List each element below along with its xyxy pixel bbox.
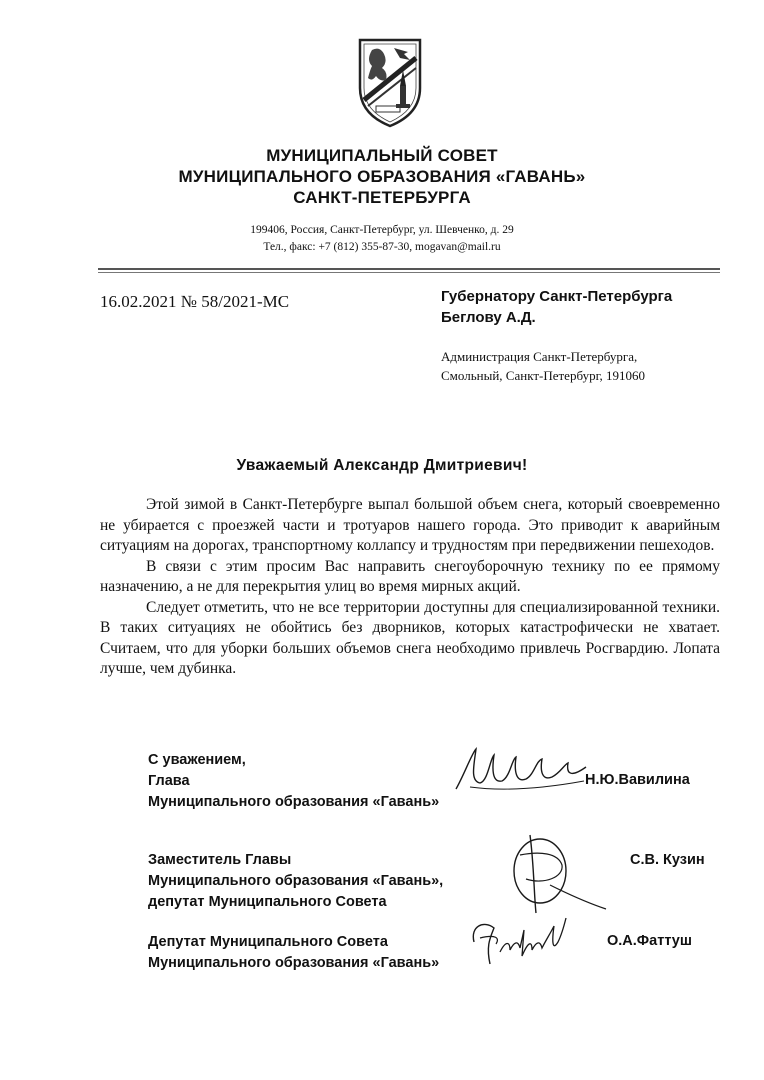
header-divider bbox=[98, 268, 720, 270]
paragraph-2: В связи с этим просим Вас направить снегоуборочную технику по ее прямому назначению, а не для перекрытия улиц во время мирных акций. bbox=[100, 557, 720, 595]
paragraph-3: Следует отметить, что не все территории доступны для специализированной техники. В таких ситуациях не обойтись без дворников, которых катастрофически не хватает. Считаем, что для уборки больших объемов снега необходимо привлечь Росгвардию. Лопата лучше, чем дубинка. bbox=[100, 598, 720, 677]
signatory-1-line-2: Глава bbox=[148, 773, 190, 789]
org-line-2: МУНИЦИПАЛЬНОГО ОБРАЗОВАНИЯ «ГАВАНЬ» bbox=[178, 167, 586, 186]
signature-1-icon bbox=[450, 745, 590, 795]
header-divider-thin bbox=[98, 272, 720, 273]
signatory-2-name: С.В. Кузин bbox=[630, 852, 705, 868]
org-line-1: МУНИЦИПАЛЬНЫЙ СОВЕТ bbox=[266, 146, 498, 165]
signatory-1-name: Н.Ю.Вавилина bbox=[585, 772, 690, 788]
addressee-name: Беглову А.Д. bbox=[441, 309, 536, 326]
salutation: Уважаемый Александр Дмитриевич! bbox=[236, 457, 528, 474]
addressee-address-line-2: Смольный, Санкт-Петербург, 191060 bbox=[441, 368, 645, 383]
letter-body bbox=[100, 495, 720, 680]
document-date-number: 16.02.2021 № 58/2021-МС bbox=[100, 292, 290, 311]
coat-of-arms-icon bbox=[356, 36, 424, 128]
signatory-1-line-1: С уважением, bbox=[148, 752, 246, 768]
phone-email: Тел., факс: +7 (812) 355-87-30, mogavan@mail.ru bbox=[263, 241, 501, 253]
signatory-3-line-2: Муниципального образования «Гавань» bbox=[148, 955, 440, 971]
signatory-3-name: О.А.Фаттуш bbox=[607, 933, 692, 949]
signatory-3-position bbox=[148, 932, 439, 974]
signatory-2-line-1: Заместитель Главы bbox=[148, 852, 292, 868]
signatory-1-line-3: Муниципального образования «Гавань» bbox=[148, 794, 440, 810]
paragraph-1: Этой зимой в Санкт-Петербурге выпал большой объем снега, который своевременно не убирается с проезжей части и тротуаров нашего города. Это приводит к аварийным ситуациям на дорогах, транспортному коллапсу и трудностям при передвижении пешеходов. bbox=[100, 496, 720, 554]
letterhead-contacts bbox=[0, 222, 764, 256]
addressee-title: Губернатору Санкт-Петербурга bbox=[441, 288, 673, 305]
postal-address: 199406, Россия, Санкт-Петербург, ул. Шевченко, д. 29 bbox=[250, 224, 514, 236]
organization-title bbox=[0, 145, 764, 208]
org-line-3: САНКТ-ПЕТЕРБУРГА bbox=[293, 188, 471, 207]
signature-3-icon bbox=[466, 912, 576, 972]
signatory-2-line-3: депутат Муниципального Совета bbox=[148, 894, 387, 910]
addressee bbox=[441, 286, 672, 328]
signatory-2-position bbox=[148, 850, 443, 913]
signature-2-icon bbox=[500, 825, 610, 915]
addressee-address bbox=[441, 347, 645, 385]
addressee-address-line-1: Администрация Санкт-Петербурга, bbox=[441, 349, 638, 364]
signatory-2-line-2: Муниципального образования «Гавань», bbox=[148, 873, 444, 889]
signatory-1-position bbox=[148, 750, 439, 813]
signatory-3-line-1: Депутат Муниципального Совета bbox=[148, 934, 388, 950]
